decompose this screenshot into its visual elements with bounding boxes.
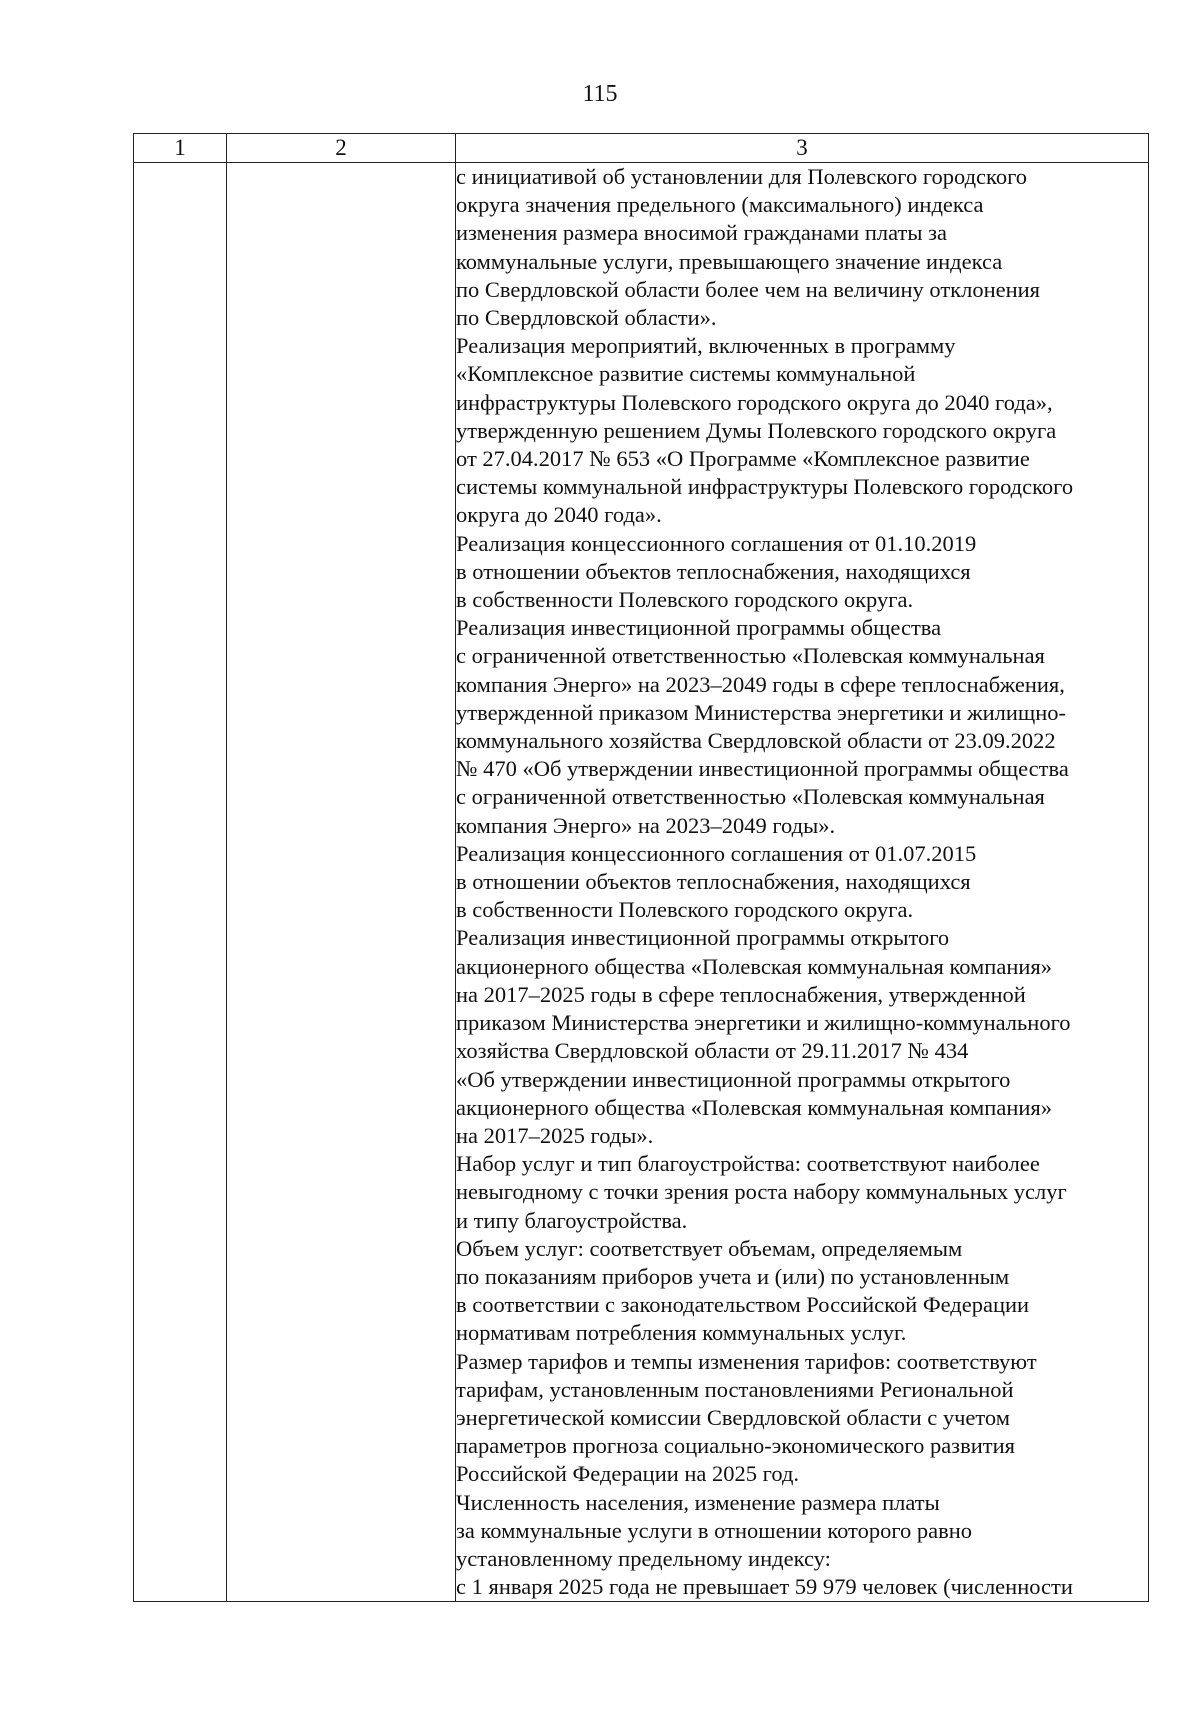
text-line: Размер тарифов и темпы изменения тарифов: соответствуют [456,1348,1037,1374]
cell-col-3 [456,163,1149,1602]
text-line: приказом Министерства энергетики и жилищно-коммунального [456,1010,1071,1036]
text-line: коммунального хозяйства Свердловской области от 23.09.2022 [456,728,1056,754]
text-line: Реализация концессионного соглашения от 01.07.2015 [456,840,977,866]
text-line: за коммунальные услуги в отношении которого равно [456,1517,973,1543]
cell-col-2 [227,163,456,1602]
text-line: «Комплексное развитие системы коммунальной [456,361,916,387]
text-line: с ограниченной ответственностью «Полевская коммунальная [456,784,1045,810]
text-line: системы коммунальной инфраструктуры Полевского городского [456,474,1074,500]
text-line: невыгодному с точки зрения роста набору коммунальных услуг [456,1179,1067,1205]
text-line: нормативам потребления коммунальных услуг. [456,1320,907,1346]
text-line: по показаниям приборов учета и (или) по установленным [456,1263,1010,1289]
text-line: с ограниченной ответственностью «Полевская коммунальная [456,643,1045,669]
text-line: с инициативой об установлении для Полевского городского [456,164,1028,189]
text-line: с 1 января 2025 года не превышает 59 979 человек (численности [456,1574,1073,1600]
text-line: Набор услуг и тип благоустройства: соответствуют наиболее [456,1151,1040,1177]
text-line: в собственности Полевского городского округа. [456,587,914,613]
document-table [133,133,1149,1602]
table-header-row [134,134,1149,163]
text-line: утвержденной приказом Министерства энергетики и жилищно- [456,699,1067,725]
text-line: Реализация концессионного соглашения от 01.10.2019 [456,530,977,556]
text-line: в отношении объектов теплоснабжения, находящихся [456,869,971,895]
text-line: коммунальные услуги, превышающего значение индекса [456,248,1003,274]
text-line: инфраструктуры Полевского городского округа до 2040 года», [456,389,1053,415]
text-line: Реализация инвестиционной программы открытого [456,925,950,951]
table-row [134,163,1149,1602]
text-line: № 470 «Об утверждении инвестиционной программы общества [456,756,1069,782]
text-line: округа значения предельного (максимального) индекса [456,192,984,218]
page-number: 115 [582,81,618,107]
text-line: компания Энерго» на 2023–2049 годы». [456,812,836,838]
text-line: хозяйства Свердловской области от 29.11.2017 № 434 [456,1038,969,1064]
column-header-2: 2 [227,134,456,163]
text-line: параметров прогноза социально-экономического развития [456,1433,1015,1459]
text-line: и типу благоустройства. [456,1207,688,1233]
text-line: округа до 2040 года». [456,502,662,528]
text-line: на 2017–2025 годы в сфере теплоснабжения, утвержденной [456,981,1026,1007]
text-line: Реализация мероприятий, включенных в программу [456,333,956,359]
text-line: энергетической комиссии Свердловской области с учетом [456,1404,1010,1430]
text-line: Реализация инвестиционной программы общества [456,615,942,641]
text-line: от 27.04.2017 № 653 «О Программе «Комплексное развитие [456,446,1030,472]
text-line: Численность населения, изменение размера платы [456,1489,940,1515]
text-line: изменения размера вносимой гражданами платы за [456,220,947,246]
text-line: в собственности Полевского городского округа. [456,897,914,923]
text-line: по Свердловской области». [456,305,717,331]
text-line: на 2017–2025 годы». [456,1122,654,1148]
text-line: установленному предельному индексу: [456,1545,831,1571]
text-line: в отношении объектов теплоснабжения, находящихся [456,558,971,584]
cell-col-1 [134,163,227,1602]
text-line: Российской Федерации на 2025 год. [456,1461,800,1487]
text-line: компания Энерго» на 2023–2049 годы в сфере теплоснабжения, [456,671,1065,697]
column-header-1: 1 [134,134,227,163]
cell-col-3-text [456,163,1148,1601]
text-line: в соответствии с законодательством Российской Федерации [456,1292,1030,1318]
column-header-3: 3 [456,134,1149,163]
text-line: тарифам, установленным постановлениями Региональной [456,1376,1014,1402]
text-line: акционерного общества «Полевская коммунальная компания» [456,1094,1052,1120]
text-line: по Свердловской области более чем на величину отклонения [456,276,1041,302]
text-line: утвержденную решением Думы Полевского городского округа [456,417,1057,443]
text-line: акционерного общества «Полевская коммунальная компания» [456,953,1052,979]
text-line: «Об утверждении инвестиционной программы открытого [456,1066,1011,1092]
text-line: Объем услуг: соответствует объемам, определяемым [456,1235,963,1261]
